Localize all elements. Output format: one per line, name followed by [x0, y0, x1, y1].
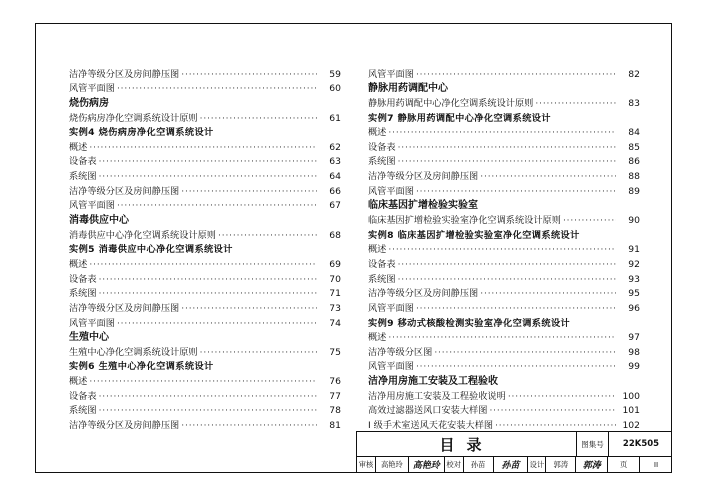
toc-entry-title: 系统图 — [69, 405, 97, 417]
page-label: 页 — [608, 456, 640, 473]
toc-dot-leader — [99, 391, 317, 403]
toc-entry-title: 洁净等级分区及房间静压图 — [368, 288, 479, 300]
checker-name: 孙苗 — [464, 456, 494, 473]
check-label: 校对 — [445, 456, 464, 473]
toc-entry-title: 风管平面图 — [368, 185, 414, 197]
toc-page-number: 101 — [622, 405, 640, 417]
toc-entry-title: 实例4 烧伤病房净化空调系统设计 — [69, 127, 214, 139]
toc-page-number: 90 — [628, 215, 640, 227]
toc-entry — [69, 183, 341, 198]
toc-entry — [69, 417, 341, 432]
toc-entry — [69, 154, 341, 169]
toc-entry — [368, 183, 640, 198]
toc-entry-title: 设备表 — [69, 156, 97, 168]
toc-dot-leader — [388, 244, 616, 256]
toc-entry-title: 烧伤病房净化空调系统设计原则 — [69, 112, 198, 124]
toc-page-number: 83 — [628, 97, 640, 109]
toc-dot-leader — [398, 274, 616, 286]
toc-entry — [368, 359, 640, 374]
toc-entry-title: 概述 — [368, 332, 387, 344]
toc-entry-title: 洁净等级分区及房间静压图 — [368, 171, 479, 183]
toc-entry-title: 设备表 — [69, 273, 97, 285]
toc-entry-title: 实例8 临床基因扩增检验实验室净化空调系统设计 — [368, 229, 580, 241]
toc-entry-title: 洁净等级分区图 — [368, 346, 433, 358]
toc-page-number: 91 — [628, 244, 640, 256]
toc-page-number: 67 — [329, 200, 341, 212]
atlas-number-label: 图集号 — [577, 432, 609, 456]
title-block — [356, 431, 672, 473]
toc-page-number: 62 — [329, 141, 341, 153]
toc-entry-title: 实例9 移动式核酸检测实验室净化空调系统设计 — [368, 317, 571, 329]
toc-entry — [368, 344, 640, 359]
toc-page-number: 71 — [329, 288, 341, 300]
toc-entry-title: 烧伤病房 — [69, 97, 109, 109]
toc-entry — [368, 300, 640, 315]
toc-entry-title: 生殖中心净化空调系统设计原则 — [69, 346, 198, 358]
toc-entry-title: 洁净用房施工安装及工程验收 — [368, 376, 498, 388]
toc-entry — [368, 66, 640, 81]
toc-page-number: 76 — [329, 376, 341, 388]
toc-page-number: 88 — [628, 171, 640, 183]
toc-dot-leader — [388, 332, 616, 344]
toc-entry-title: 概述 — [368, 244, 387, 256]
toc-example-heading — [368, 315, 640, 330]
toc-entry-title: 系统图 — [69, 288, 97, 300]
toc-page-number: 81 — [329, 420, 341, 432]
toc-page-number: 74 — [329, 317, 341, 329]
toc-entry — [69, 227, 341, 242]
toc-entry — [368, 95, 640, 110]
toc-entry-title: 设备表 — [368, 258, 396, 270]
toc-entry — [368, 271, 640, 286]
toc-entry — [368, 212, 640, 227]
toc-entry — [69, 315, 341, 330]
toc-entry-title: 概述 — [69, 376, 88, 388]
toc-entry-title: 生殖中心 — [69, 332, 109, 344]
toc-entry-title: 概述 — [69, 258, 88, 270]
toc-page-number: 97 — [628, 332, 640, 344]
toc-page-number: 100 — [622, 390, 640, 402]
toc-entry — [69, 81, 341, 96]
toc-dot-leader — [200, 113, 317, 125]
toc-dot-leader — [416, 303, 616, 315]
toc-dot-leader — [416, 69, 616, 81]
toc-dot-leader — [416, 186, 616, 198]
toc-page-number: 102 — [622, 420, 640, 432]
toc-dot-leader — [181, 420, 317, 432]
toc-entry — [69, 344, 341, 359]
toc-entry-title: I 级手术室送风天花安装大样图 — [368, 420, 494, 432]
toc-left-column — [69, 66, 341, 432]
toc-entry-title: 风管平面图 — [69, 200, 115, 212]
toc-entry-title: 设备表 — [69, 390, 97, 402]
toc-page-number: 70 — [329, 273, 341, 285]
toc-dot-leader — [398, 142, 616, 154]
toc-entry-title: 风管平面图 — [368, 361, 414, 373]
toc-page-number: 84 — [628, 127, 640, 139]
toc-page-number: 69 — [329, 258, 341, 270]
toc-dot-leader — [388, 127, 616, 139]
toc-right-column — [368, 66, 640, 432]
toc-page-number: 66 — [329, 185, 341, 197]
toc-entry-title: 洁净等级分区及房间静压图 — [69, 302, 180, 314]
toc-entry — [69, 403, 341, 418]
reviewer-name: 高艳玲 — [376, 456, 409, 473]
toc-dot-leader — [398, 156, 616, 168]
toc-dot-leader — [416, 361, 616, 373]
toc-dot-leader — [117, 200, 317, 212]
toc-entry — [69, 256, 341, 271]
toc-section-heading — [368, 81, 640, 96]
toc-entry — [368, 242, 640, 257]
toc-example-heading — [368, 110, 640, 125]
toc-entry — [368, 125, 640, 140]
toc-entry-title: 洁净用房施工安装及工程验收说明 — [368, 390, 506, 402]
toc-dot-leader — [99, 156, 317, 168]
toc-entry — [368, 256, 640, 271]
toc-entry-title: 消毒供应中心 — [69, 215, 129, 227]
toc-entry — [368, 403, 640, 418]
toc-page-number: 59 — [329, 68, 341, 80]
toc-dot-leader — [89, 259, 317, 271]
toc-page-number: 86 — [628, 156, 640, 168]
toc-entry — [368, 139, 640, 154]
toc-page-number: 96 — [628, 302, 640, 314]
toc-dot-leader — [89, 142, 317, 154]
toc-entry-title: 高效过滤器送风口安装大样图 — [368, 405, 488, 417]
toc-dot-leader — [398, 259, 616, 271]
toc-entry-title: 概述 — [368, 127, 387, 139]
toc-page-number: 85 — [628, 141, 640, 153]
toc-page-number: 82 — [628, 68, 640, 80]
toc-entry-title: 系统图 — [368, 156, 396, 168]
toc-entry — [69, 388, 341, 403]
toc-dot-leader — [99, 171, 317, 183]
toc-entry-title: 实例7 静脉用药调配中心净化空调系统设计 — [368, 112, 551, 124]
toc-page-number: 61 — [329, 112, 341, 124]
toc-section-heading — [69, 95, 341, 110]
toc-entry-title: 洁净等级分区及房间静压图 — [69, 185, 180, 197]
toc-entry — [368, 168, 640, 183]
toc-entry-title: 临床基因扩增检验实验室净化空调系统设计原则 — [368, 215, 561, 227]
toc-dot-leader — [489, 405, 616, 417]
toc-dot-leader — [563, 215, 616, 227]
toc-entry-title: 临床基因扩增检验实验室 — [368, 200, 478, 212]
toc-dot-leader — [99, 288, 317, 300]
toc-entry — [69, 271, 341, 286]
title-block-top-row — [357, 432, 672, 457]
toc-page-number: 75 — [329, 346, 341, 358]
toc-page-number: 98 — [628, 346, 640, 358]
toc-example-heading — [69, 125, 341, 140]
toc-page-number: 73 — [329, 302, 341, 314]
toc-page-number: 99 — [628, 361, 640, 373]
toc-section-heading — [368, 198, 640, 213]
toc-page-number: 92 — [628, 258, 640, 270]
toc-entry-title: 设备表 — [368, 141, 396, 153]
toc-section-heading — [69, 212, 341, 227]
toc-entry — [368, 154, 640, 169]
toc-entry — [69, 198, 341, 213]
toc-entry — [69, 66, 341, 81]
toc-dot-leader — [480, 171, 616, 183]
toc-dot-leader — [200, 347, 317, 359]
toc-entry — [69, 139, 341, 154]
toc-entry — [69, 300, 341, 315]
toc-entry-title: 风管平面图 — [69, 317, 115, 329]
toc-dot-leader — [480, 288, 616, 300]
toc-page-number: 93 — [628, 273, 640, 285]
toc-dot-leader — [508, 391, 616, 403]
toc-entry-title: 实例5 消毒供应中心净化空调系统设计 — [69, 244, 233, 256]
toc-example-heading — [368, 227, 640, 242]
toc-page-number: 60 — [329, 83, 341, 95]
toc-entry — [69, 286, 341, 301]
toc-dot-leader — [218, 230, 317, 242]
toc-dot-leader — [434, 347, 616, 359]
toc-example-heading — [69, 242, 341, 257]
reviewer-signature: 高艳玲 — [409, 456, 445, 473]
page-number: II — [653, 460, 659, 469]
toc-page-number: 64 — [329, 171, 341, 183]
toc-page-number: 77 — [329, 390, 341, 402]
toc-dot-leader — [99, 405, 317, 417]
toc-entry — [69, 373, 341, 388]
toc-entry — [368, 417, 640, 432]
toc-dot-leader — [181, 303, 317, 315]
toc-section-heading — [368, 373, 640, 388]
toc-entry — [368, 330, 640, 345]
review-label: 审核 — [357, 456, 376, 473]
toc-entry-title: 洁净等级分区及房间静压图 — [69, 68, 180, 80]
toc-entry-title: 实例6 生殖中心净化空调系统设计 — [69, 361, 214, 373]
toc-entry-title: 风管平面图 — [368, 302, 414, 314]
toc-entry-title: 静脉用药调配中心 — [368, 83, 448, 95]
toc-page-number: 89 — [628, 185, 640, 197]
toc-section-heading — [69, 330, 341, 345]
toc-entry-title: 系统图 — [69, 171, 97, 183]
toc-page-number: 95 — [628, 288, 640, 300]
toc-page-number: 63 — [329, 156, 341, 168]
designer-signature: 郭涛 — [576, 456, 608, 473]
toc-dot-leader — [99, 274, 317, 286]
checker-signature: 孙苗 — [494, 456, 529, 473]
toc-dot-leader — [181, 69, 317, 81]
toc-entry-title: 风管平面图 — [69, 83, 115, 95]
toc-dot-leader — [535, 98, 616, 110]
toc-entry-title: 概述 — [69, 141, 88, 153]
design-label: 设计 — [528, 456, 546, 473]
toc-example-heading — [69, 359, 341, 374]
toc-entry — [69, 168, 341, 183]
toc-dot-leader — [181, 186, 317, 198]
toc-entry-title: 静脉用药调配中心净化空调系统设计原则 — [368, 97, 534, 109]
toc-dot-leader — [117, 318, 317, 330]
toc-entry-title: 洁净等级分区及房间静压图 — [69, 420, 180, 432]
toc-dot-leader — [89, 376, 317, 388]
atlas-number: 22K505 — [622, 439, 660, 449]
sheet-title: 目录 — [357, 432, 577, 456]
toc-entry — [69, 110, 341, 125]
toc-entry — [368, 388, 640, 403]
designer-name: 郭涛 — [546, 456, 576, 473]
toc-entry — [368, 286, 640, 301]
toc-page-number: 78 — [329, 405, 341, 417]
title-block-signature-row — [357, 456, 672, 473]
toc-entry-title: 风管平面图 — [368, 68, 414, 80]
toc-page-number: 68 — [329, 229, 341, 241]
toc-dot-leader — [117, 83, 317, 95]
toc-entry-title: 消毒供应中心净化空调系统设计原则 — [69, 229, 216, 241]
toc-entry-title: 系统图 — [368, 273, 396, 285]
